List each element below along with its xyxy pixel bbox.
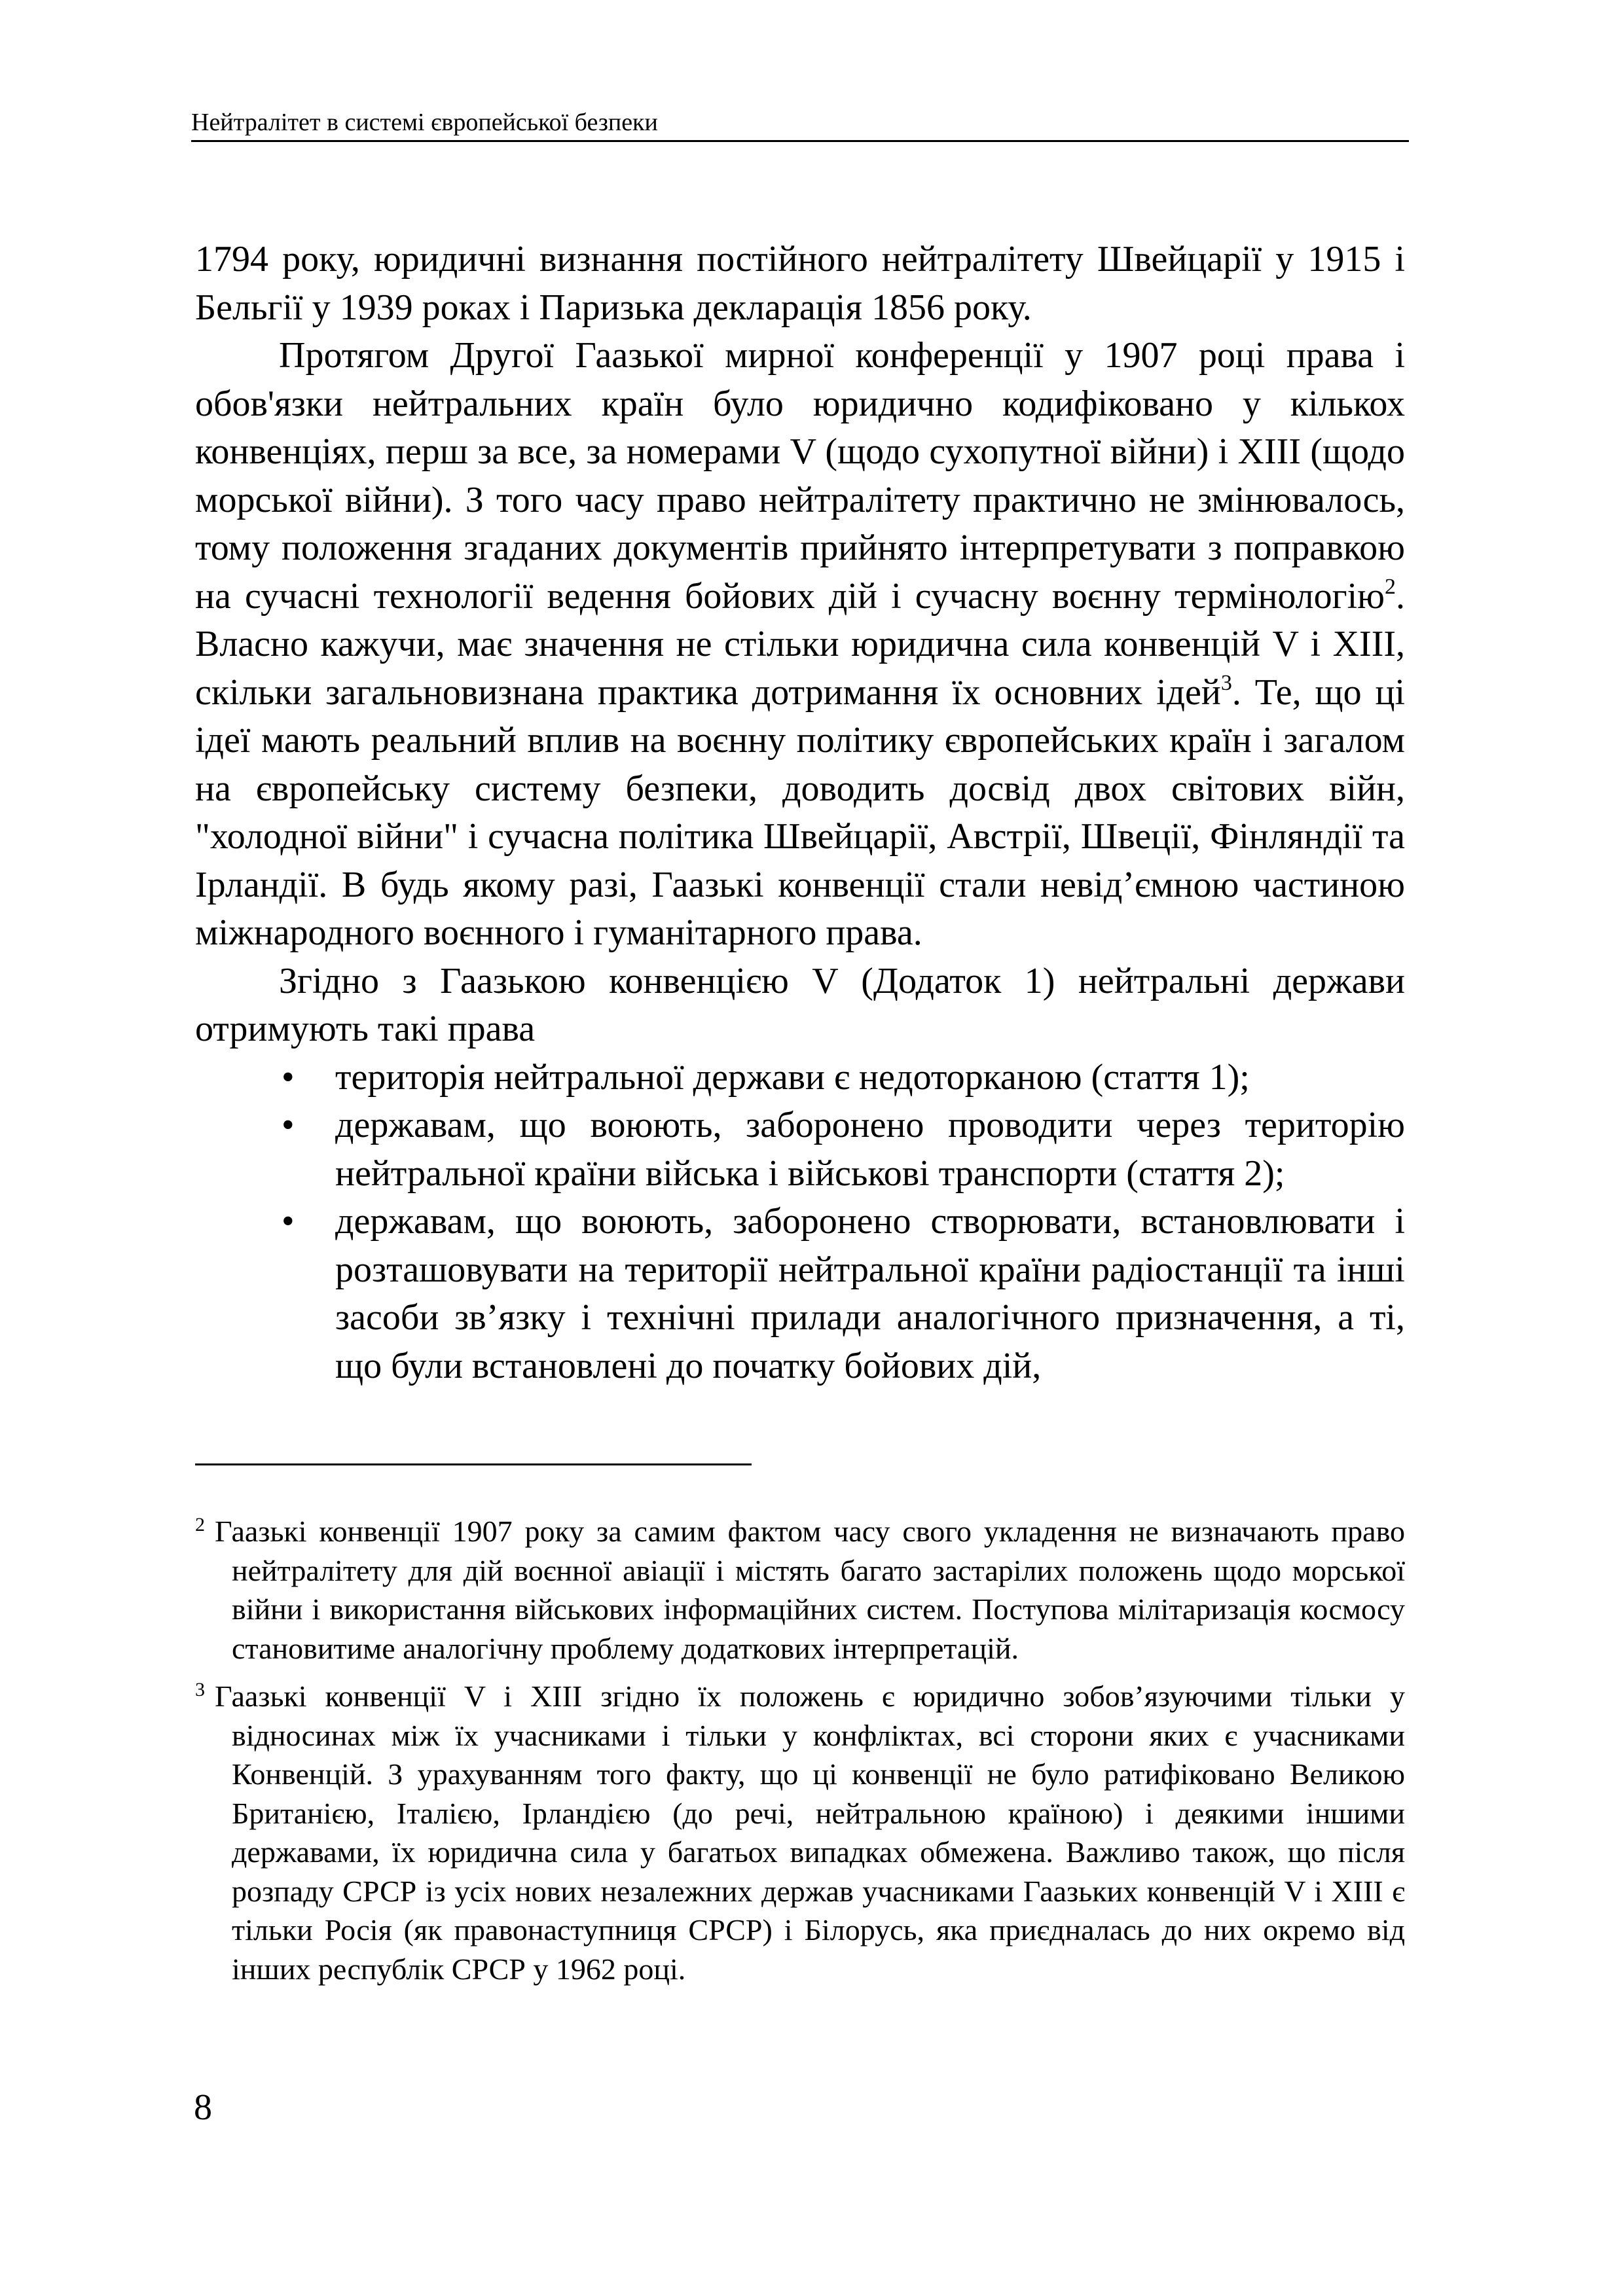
footnote-divider	[195, 1463, 752, 1465]
footnote-text: Гаазькі конвенції 1907 року за самим фактом часу свого укладення не визначають право нейтралітету для дій воєнної авіації і містять багато застарілих положень щодо морської війни і використання військових інформаційних систем. Поступова мілітаризація космосу становитиме аналогічну проблему додаткових інтерпретацій.	[215, 1515, 1405, 1665]
bullet-icon: •	[282, 1105, 295, 1145]
rights-list	[195, 1054, 1405, 1391]
footnote-ref-2[interactable]: 2	[1385, 574, 1396, 599]
running-header	[191, 106, 1409, 142]
paragraph-2-part-a: Протягом Другої Гаазької мирної конференції у 1907 році права і обов'язки нейтральних країн було юридично кодифіковано у кількох конвенціях, перш за все, за номерами V (щодо сухопутної війни) і XIII (щодо морської війни). З того часу право нейтралітету практично не змінювалось, тому положення згаданих документів прийнято інтерпретувати з поправкою на сучасні технології ведення бойових дій і сучасну воєнну термінологію	[195, 335, 1405, 617]
footnote-ref-3[interactable]: 3	[1220, 670, 1232, 695]
paragraph-2-part-b: . Власно кажучи, має значення не стільки юридична сила конвенцій V і XIII, скільки загальновизнана практика дотримання їх основних ідей	[195, 575, 1405, 713]
list-item-text: державам, що воюють, заборонено проводити через територію нейтральної країни війська і військові транспорти (стаття 2);	[335, 1105, 1405, 1194]
paragraph-3: Згідно з Гаазькою конвенцією V (Додаток 1) нейтральні держави отримують такі права	[195, 960, 1405, 1049]
list-item-text: державам, що воюють, заборонено створювати, встановлювати і розташовувати на території нейтральної країни радіостанції та інші засоби зв’язку і технічні прилади аналогічного призначення, а ті, що були встановлені до початку бойових дій,	[335, 1201, 1405, 1386]
footnote-text: Гаазькі конвенції V і XIII згідно їх положень є юридично зобов’язуючими тільки у відносинах між їх учасниками і тільки у конфліктах, всі сторони яких є учасниками Конвенцій. З урахуванням того факту, що ці конвенції не було ратифіковано Великою Британією, Італією, Ірландією (до речі, нейтральною країною) і деякими іншими державами, їх юридична сила у багатьох випадках обмежена. Важливо також, що після розпаду СРСР із усіх нових незалежних держав учасниками Гаазьких конвенцій V і XIII є тільки Росія (як правонаступниця СРСР) і Білорусь, яка приєдналась до них окремо від інших республік СРСР у 1962 році.	[215, 1679, 1405, 1986]
paragraph-1: 1794 року, юридичні визнання постійного нейтралітету Швейцарії у 1915 і Бельгії у 1939 роках і Паризька декларація 1856 року.	[195, 239, 1405, 328]
footnotes	[195, 1512, 1405, 1998]
footnote-2: 2 Гаазькі конвенції 1907 року за самим фактом часу свого укладення не визначають право нейтралітету для дій воєнної авіації і містять багато застарілих положень щодо морської війни і використання військових інформаційних систем. Поступова мілітаризація космосу становитиме аналогічну проблему додаткових інтерпретацій.	[195, 1514, 1405, 1665]
footnote-3: 3 Гаазькі конвенції V і XIII згідно їх положень є юридично зобов’язуючими тільки у відносинах між їх учасниками і тільки у конфліктах, всі сторони яких є учасниками Конвенцій. З урахуванням того факту, що ці конвенції не було ратифіковано Великою Британією, Італією, Ірландією (до речі, нейтральною країною) і деякими іншими державами, їх юридична сила у багатьох випадках обмежена. Важливо також, що після розпаду СРСР із усіх нових незалежних держав учасниками Гаазьких конвенцій V і XIII є тільки Росія (як правонаступниця СРСР) і Білорусь, яка приєдналась до них окремо від інших республік СРСР у 1962 році.	[195, 1679, 1405, 1986]
paragraph-2-part-c: . Те, що ці ідеї мають реальний вплив на воєнну політику європейських країн і загалом на європейську систему безпеки, доводить досвід двох світових війн, "холодної війни" і сучасна політика Швейцарії, Австрії, Швеції, Фінляндії та Ірландії. В будь якому разі, Гаазькі конвенції стали невід’ємною частиною міжнародного воєнного і гуманітарного права.	[195, 672, 1406, 953]
list-item	[282, 1198, 1405, 1390]
bullet-icon: •	[282, 1201, 295, 1242]
page-number: 8	[194, 2087, 212, 2128]
list-item	[282, 1054, 1405, 1102]
bullet-icon: •	[282, 1056, 295, 1098]
list-item-text: територія нейтральної держави є недоторканою (стаття 1);	[335, 1056, 1250, 1098]
paragraph-2	[195, 332, 1405, 958]
running-header-title: Нейтралітет в системі європейської безпеки	[191, 109, 658, 136]
main-text	[195, 236, 1405, 1390]
list-item	[282, 1102, 1405, 1198]
